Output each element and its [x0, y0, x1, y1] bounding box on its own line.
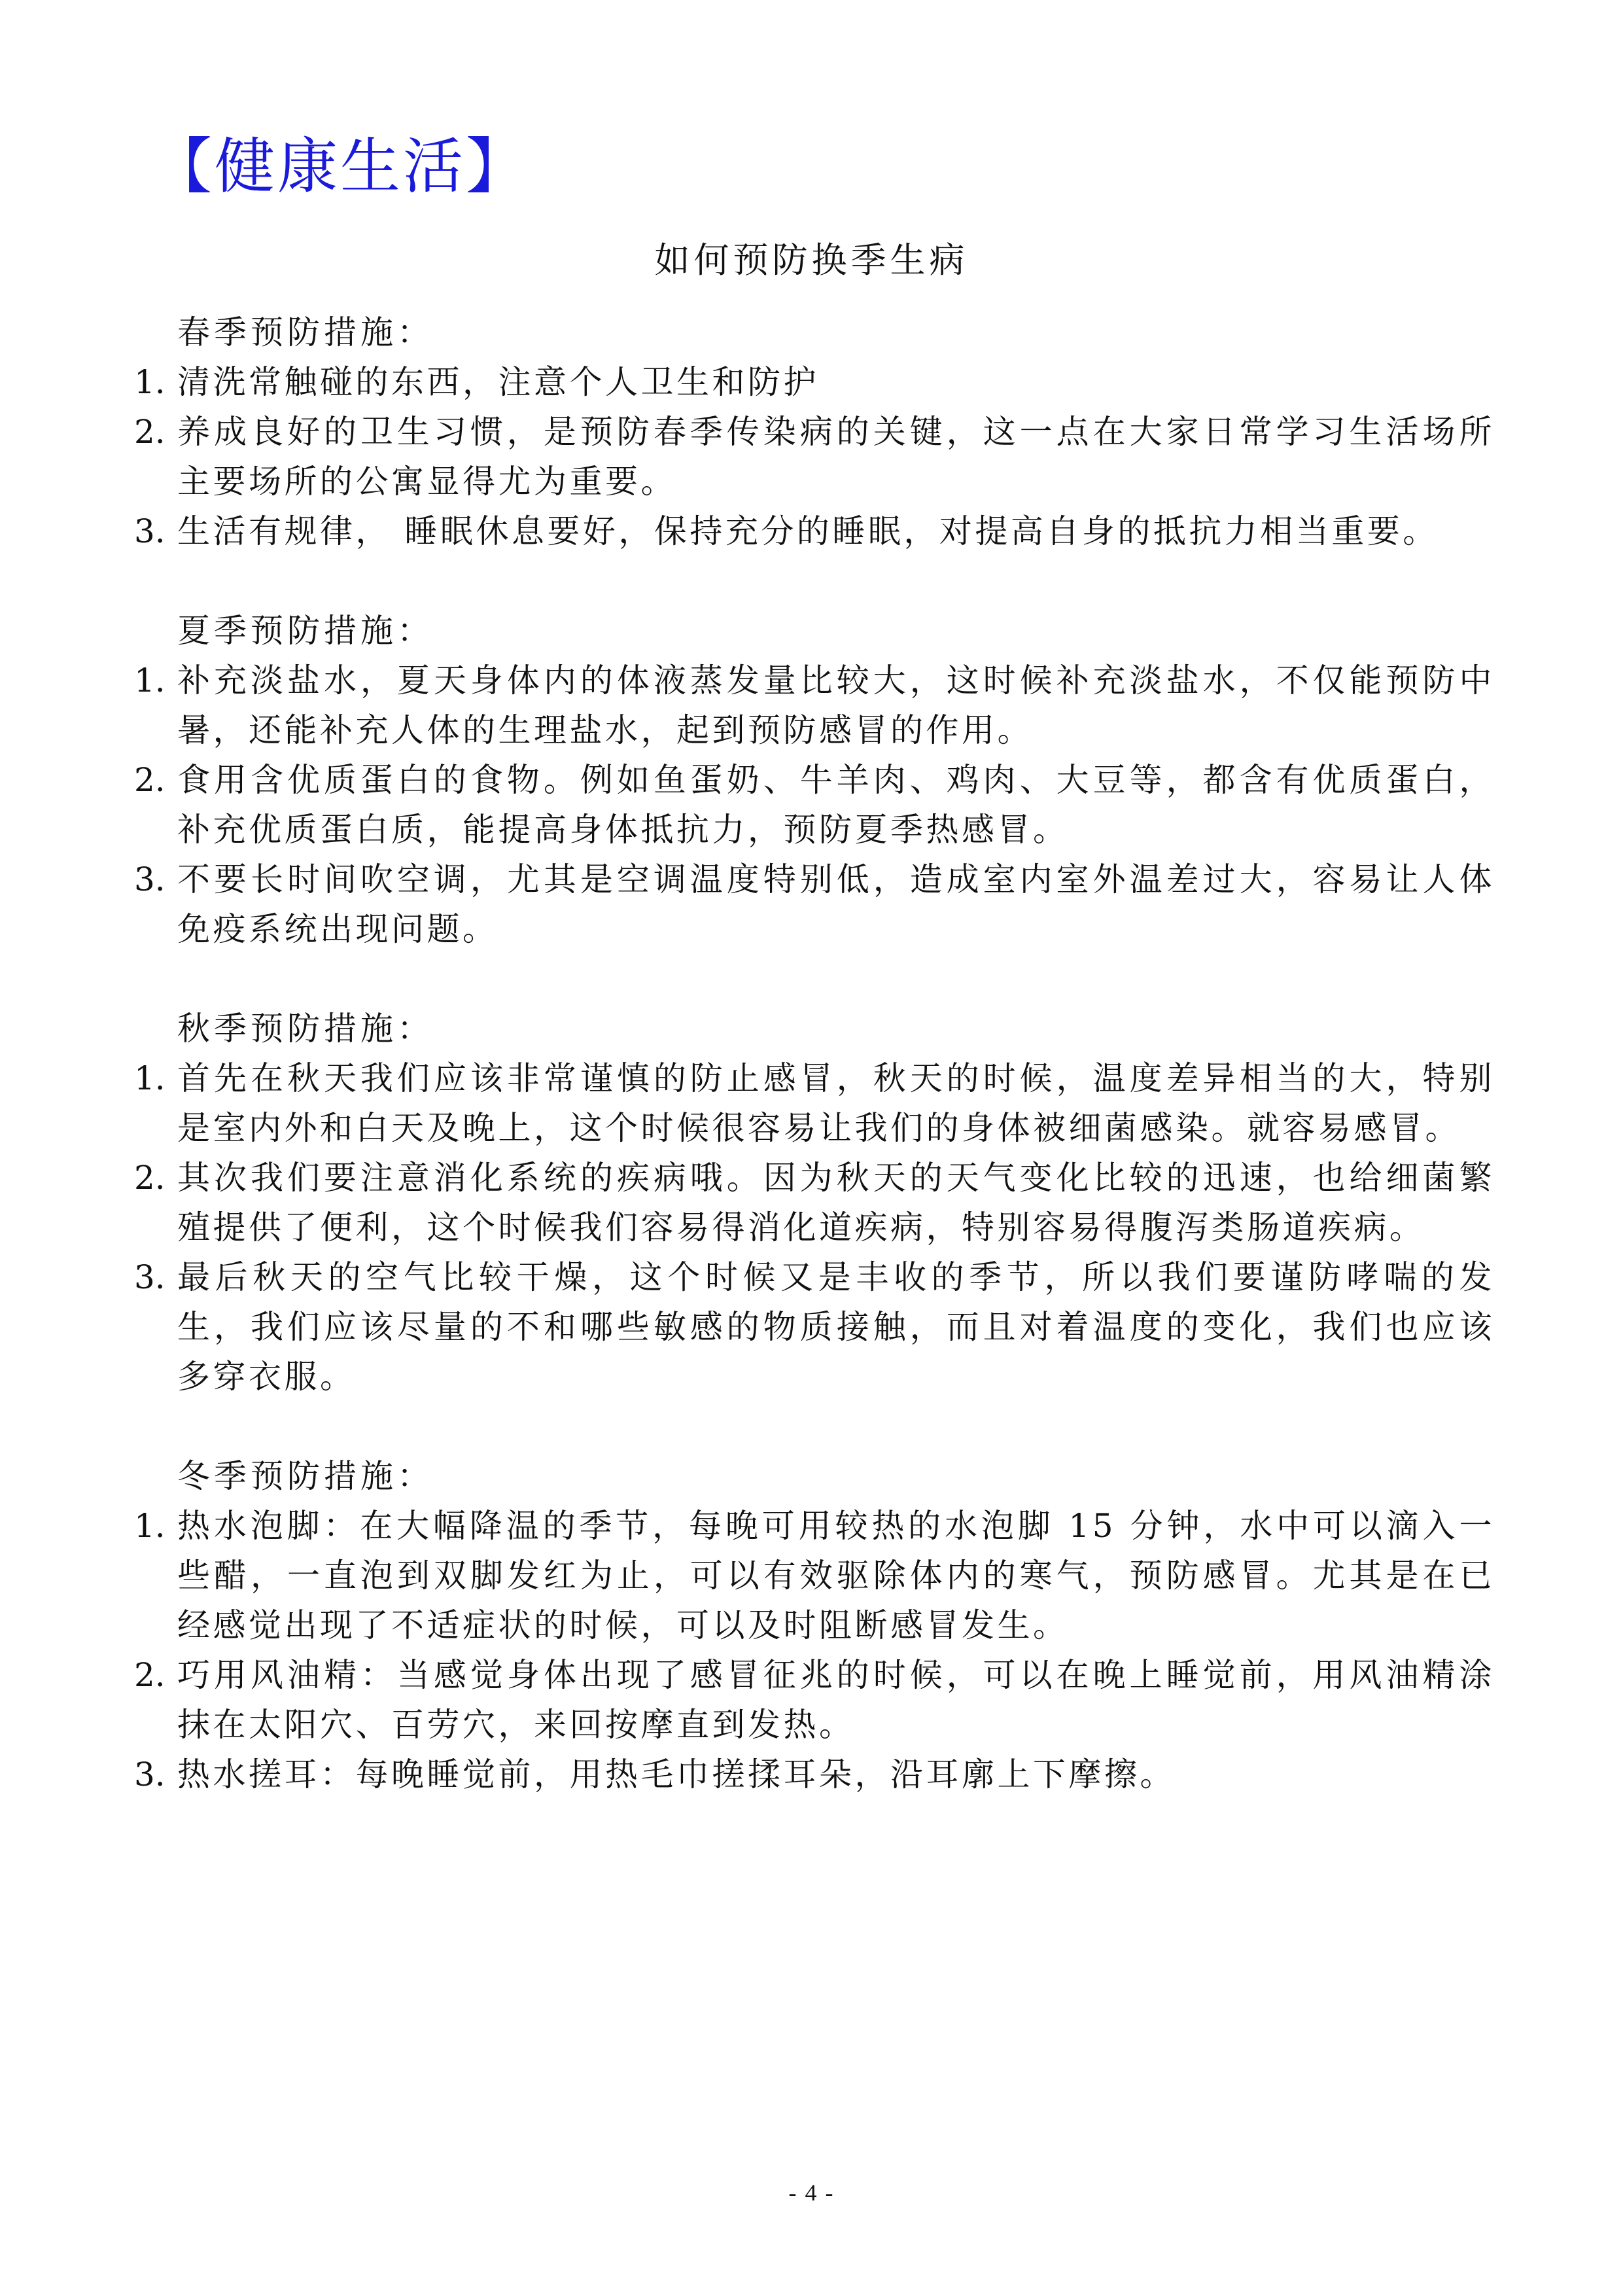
list-item	[134, 357, 1495, 407]
page-number: - 4 -	[788, 2180, 835, 2206]
list-item-text: 其次我们要注意消化系统的疾病哦。因为秋天的天气变化比较的迅速，也给细菌繁殖提供了便利，这个时候我们容易得消化道疾病，特别容易得腹泻类肠道疾病。	[177, 1159, 1495, 1246]
list-item-text: 巧用风油精：当感觉身体出现了感冒征兆的时候，可以在晚上睡觉前，用风油精涂抹在太阳穴、百劳穴，来回按摩直到发热。	[177, 1656, 1495, 1744]
list-item	[134, 1650, 1495, 1750]
list-item-text: 补充淡盐水，夏天身体内的体液蒸发量比较大，这时候补充淡盐水，不仅能预防中暑，还能补充人体的生理盐水，起到预防感冒的作用。	[177, 662, 1495, 749]
list-item-text: 生活有规律， 睡眠休息要好，保持充分的睡眠，对提高自身的抵抗力相当重要。	[177, 512, 1439, 550]
list-item-number: 3.	[134, 512, 166, 550]
list-item-number: 2.	[134, 1159, 166, 1197]
list-item	[134, 1153, 1495, 1252]
spring-heading: 春季预防措施：	[177, 313, 434, 351]
summer-section	[134, 606, 1495, 954]
list-item-text: 不要长时间吹空调，尤其是空调温度特别低，造成室内室外温差过大，容易让人体免疫系统出现问题。	[177, 860, 1495, 948]
list-item	[134, 656, 1495, 755]
list-item-text: 养成良好的卫生习惯，是预防春季传染病的关键，这一点在大家日常学习生活场所主要场所的公寓显得尤为重要。	[177, 413, 1495, 501]
list-item-number: 3.	[134, 1258, 166, 1296]
spring-section	[134, 308, 1495, 556]
list-item	[134, 855, 1495, 954]
list-item-number: 1.	[134, 662, 166, 699]
list-item-number: 2.	[134, 761, 166, 799]
list-item	[134, 1501, 1495, 1650]
winter-section	[134, 1451, 1495, 1799]
list-item-number: 1.	[134, 363, 166, 401]
list-item-text: 热水搓耳：每晚睡觉前，用热毛巾搓揉耳朵，沿耳廓上下摩擦。	[177, 1756, 1176, 1793]
list-item-number: 3.	[134, 1756, 166, 1793]
list-item-text: 最后秋天的空气比较干燥，这个时候又是丰收的季节，所以我们要谨防哮喘的发生，我们应该尽量的不和哪些敏感的物质接触，而且对着温度的变化，我们也应该多穿衣服。	[177, 1258, 1495, 1396]
autumn-section	[134, 1004, 1495, 1402]
list-item-text: 清洗常触碰的东西，注意个人卫生和防护	[177, 363, 819, 401]
list-item	[134, 407, 1495, 506]
list-item-number: 2.	[134, 413, 166, 451]
document-body	[134, 308, 1495, 1849]
list-item	[134, 506, 1495, 556]
winter-heading: 冬季预防措施：	[177, 1457, 434, 1495]
list-item-number: 1.	[134, 1507, 166, 1545]
summer-heading: 夏季预防措施：	[177, 612, 434, 650]
list-item-number: 1.	[134, 1059, 166, 1097]
list-item-text: 首先在秋天我们应该非常谨慎的防止感冒，秋天的时候，温度差异相当的大，特别是室内外和白天及晚上，这个时候很容易让我们的身体被细菌感染。就容易感冒。	[177, 1059, 1495, 1147]
list-item	[134, 1750, 1495, 1799]
autumn-heading: 秋季预防措施：	[177, 1010, 434, 1048]
list-item	[134, 1053, 1495, 1153]
document-title: 如何预防换季生病	[654, 239, 969, 281]
list-item-text: 热水泡脚：在大幅降温的季节，每晚可用较热的水泡脚 15 分钟，水中可以滴入一些醋，一直泡到双脚发红为止，可以有效驱除体内的寒气，预防感冒。尤其是在已经感觉出现了不适症状的时候，可以及时阻断感冒发生。	[177, 1507, 1495, 1644]
list-item-number: 3.	[134, 860, 166, 898]
list-item-number: 2.	[134, 1656, 166, 1694]
list-item-text: 食用含优质蛋白的食物。例如鱼蛋奶、牛羊肉、鸡肉、大豆等，都含有优质蛋白，补充优质蛋白质，能提高身体抵抗力，预防夏季热感冒。	[177, 761, 1495, 849]
list-item	[134, 755, 1495, 855]
list-item	[134, 1252, 1495, 1402]
section-heading: 【健康生活】	[152, 132, 529, 202]
